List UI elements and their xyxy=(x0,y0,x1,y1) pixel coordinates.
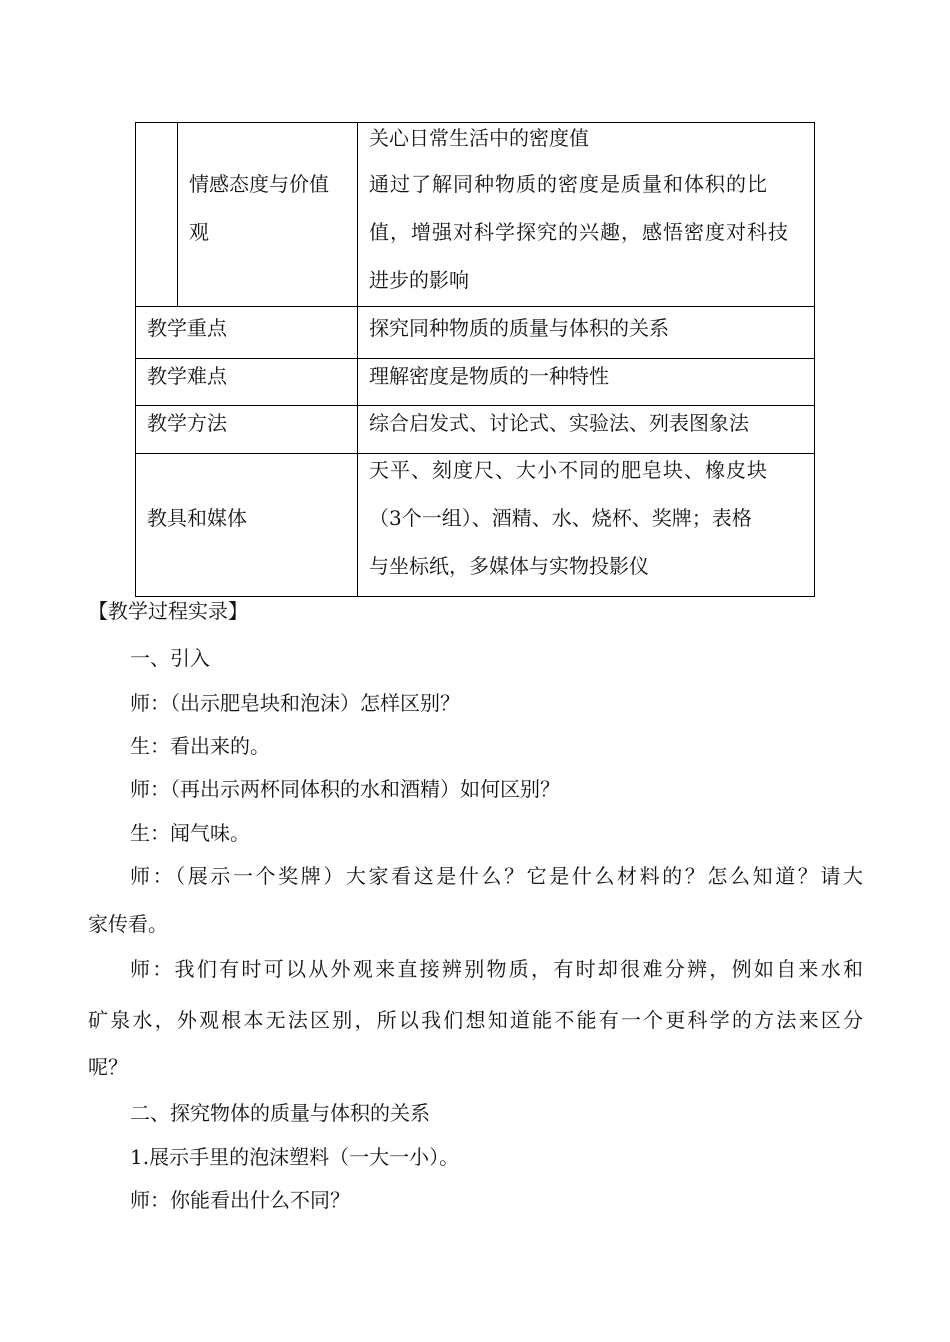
attitude-line: 关心日常生活中的密度值 xyxy=(369,126,589,150)
row-label: 教学重点 xyxy=(147,316,227,340)
paragraph-line: 家传看。 xyxy=(88,912,168,936)
paragraph-line: 生：看出来的。 xyxy=(130,734,270,758)
attitude-label-line: 情感态度与价值 xyxy=(189,172,329,196)
table-border-right xyxy=(814,122,815,597)
row-content: 理解密度是物质的一种特性 xyxy=(369,364,609,388)
row-content: 探究同种物质的质量与体积的关系 xyxy=(369,316,669,340)
paragraph-line: 师：我们有时可以从外观来直接辨别物质，有时却很难分辨，例如自来水和 xyxy=(130,957,863,981)
attitude-label-line: 观 xyxy=(189,220,209,244)
paragraph-line: 师：（出示肥皂块和泡沫）怎样区别？ xyxy=(130,691,460,715)
table-border-top xyxy=(135,122,815,123)
table-row-divider xyxy=(135,405,815,406)
table-row-divider xyxy=(135,306,815,307)
paragraph-line: 师：（再出示两杯同体积的水和酒精）如何区别？ xyxy=(130,777,560,801)
attitude-line: 值，增强对科学探究的兴趣，感悟密度对科技 xyxy=(369,220,789,244)
table-subcolumn-divider xyxy=(177,122,178,306)
paragraph-line: 呢？ xyxy=(88,1055,128,1079)
attitude-label xyxy=(189,170,329,246)
row-label: 教学难点 xyxy=(147,364,227,388)
row-label: 教学方法 xyxy=(147,411,227,435)
lesson-plan-table xyxy=(135,122,815,597)
paragraph-line: 1.展示手里的泡沫塑料（一大一小）。 xyxy=(130,1145,460,1169)
row-label: 教具和媒体 xyxy=(147,506,247,530)
paragraph-line: 二、探究物体的质量与体积的关系 xyxy=(130,1101,430,1125)
attitude-content xyxy=(369,124,789,294)
attitude-line: 进步的影响 xyxy=(369,268,469,292)
paragraph-line: 师：你能看出什么不同？ xyxy=(130,1188,350,1212)
media-line: 与坐标纸，多媒体与实物投影仪 xyxy=(369,554,649,578)
row-content: 综合启发式、讨论式、实验法、列表图象法 xyxy=(369,411,749,435)
attitude-line: 通过了解同种物质的密度是质量和体积的比 xyxy=(369,172,768,196)
paragraph-line: 生：闻气味。 xyxy=(130,821,250,845)
table-column-divider xyxy=(357,122,358,597)
paragraph-line: 矿泉水，外观根本无法区别，所以我们想知道能不能有一个更科学的方法来区分 xyxy=(88,1008,863,1032)
table-border-left xyxy=(135,122,136,597)
media-content xyxy=(369,456,768,580)
section-heading: 【教学过程实录】 xyxy=(88,599,248,623)
table-row-divider xyxy=(135,358,815,359)
paragraph-line: 师：（展示一个奖牌）大家看这是什么？它是什么材料的？怎么知道？请大 xyxy=(130,864,863,888)
paragraph-line: 一、引入 xyxy=(130,646,210,670)
table-row-divider xyxy=(135,453,815,454)
media-line: 天平、刻度尺、大小不同的肥皂块、橡皮块 xyxy=(369,458,768,482)
media-line: （3个一组）、酒精、水、烧杯、奖牌；表格 xyxy=(369,506,752,530)
